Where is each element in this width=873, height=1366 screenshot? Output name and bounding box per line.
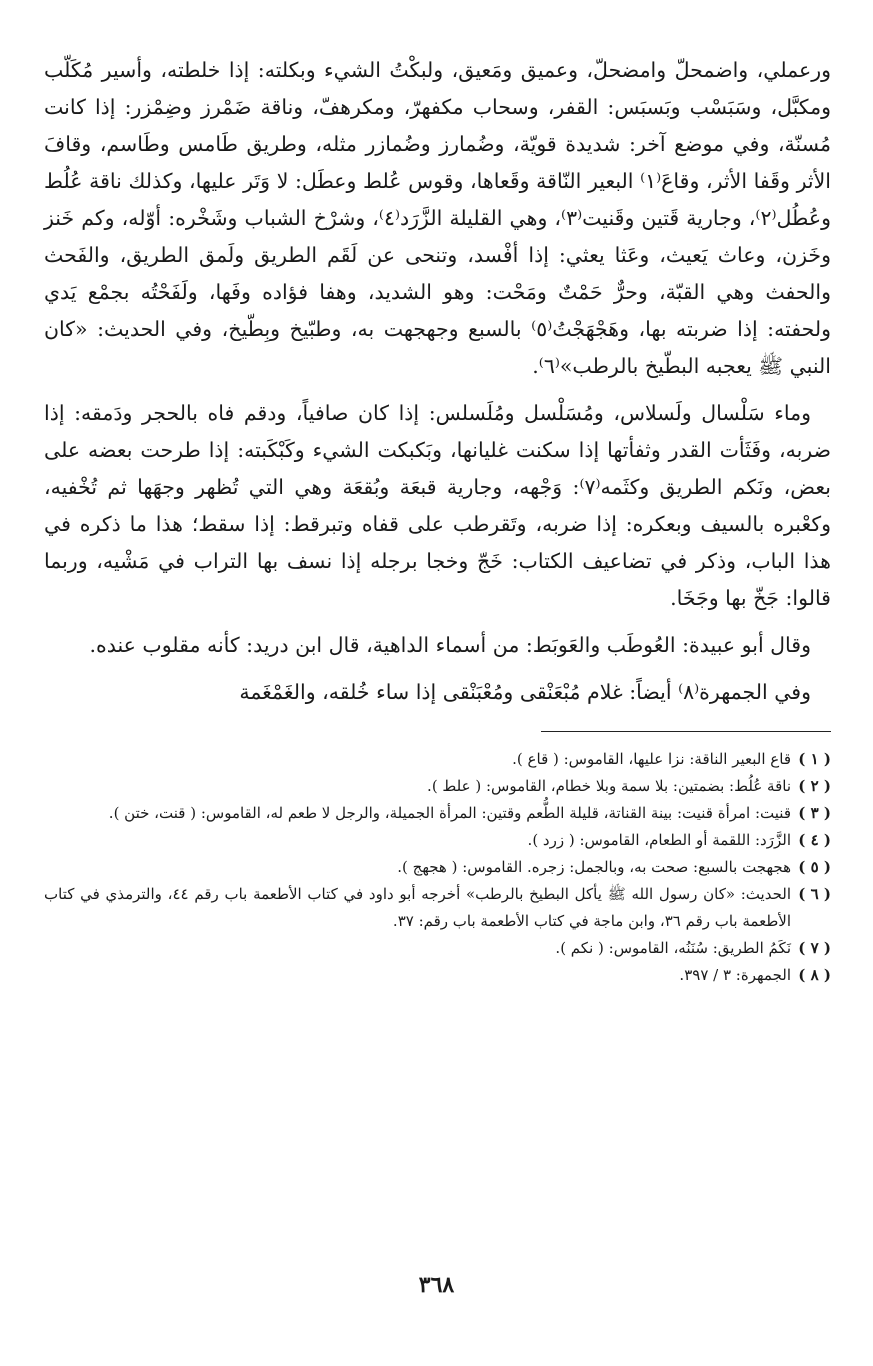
footnote-number: ( ٤ ) bbox=[798, 831, 831, 849]
footnote-text: الزَّرَد: اللقمة أو الطعام، القاموس: ( زرد ). bbox=[527, 831, 791, 849]
footnote-separator bbox=[541, 731, 831, 732]
footnote bbox=[44, 800, 831, 827]
page-number: ٣٦٨ bbox=[418, 1272, 455, 1298]
footnote-number: ( ٨ ) bbox=[798, 966, 831, 984]
main-text bbox=[44, 52, 831, 711]
footnote bbox=[44, 935, 831, 962]
footnotes bbox=[44, 746, 831, 989]
footnote bbox=[44, 881, 831, 935]
footnote-text: الحديث: «كان رسول الله ﷺ يأكل البطيخ بالرطب» أخرجه أبو داود في كتاب الأطعمة باب رقم ٤٤، والترمذي في كتاب الأطعمة باب رقم ٣٦، وابن ماجة في كتاب الأطعمة باب رقم: ٣٧. bbox=[44, 885, 791, 930]
footnote bbox=[44, 827, 831, 854]
paragraph: وفي الجمهرة⁽٨⁾ أيضاً: غلام مُبْعَنْقى ومُعْبَنْقى إذا ساء خُلقه، والغَمْغَمة bbox=[239, 680, 811, 704]
footnote-text: قاع البعير الناقة: نزا عليها، القاموس: ( قاع ). bbox=[512, 750, 791, 768]
footnote bbox=[44, 746, 831, 773]
footnote-number: ( ٦ ) bbox=[798, 885, 831, 903]
footnote-number: ( ٣ ) bbox=[798, 804, 831, 822]
paragraph: ورعملي، واضمحلّ وامضحلّ، وعميق ومَعيق، ولبكْتُ الشيء وبكلته: إذا خلطته، وأسير مُكَلّب ومكبَّل، وسَبَسْب وبَسبَس: القفر، وسحاب مكفهرّ، ومكرهفّ، وناقة ضَمْرز وضِمْزر: إذا كانت مُسنّة، وفي موضع آخر: شديدة قويّة، وضُمارز وضُمازر مثله، وطريق طَامس وطَاسم، وقافَ الأثر وقَفا الأثر، وقاعَ⁽١⁾ البعير النّاقة وقَعاها، وقوس عُلط وعطَل: لا وَتَر عليها، وكذلك ناقة عُلُط وعُطُل⁽٢⁾، وجارية قَتين وقَنيت⁽٣⁾، وهي القليلة الزَّرَد⁽٤⁾، وشرْخ الشباب وشَخْره: أوّله، وكم خَنز وخَزن، وعاث يَعيث، وعَثا يعثي: إذا أفْسد، وتنحى عن لَقَم الطريق ولَمق الطريق، والفَحث والحفث وهي القبّة، وحرٌّ حَمْتٌ ومَحْت: وهو الشديد، وهفا فؤاده وفَها، ولَفَحْتُه بجمْع يَدي ولحفته: إذا ضربته بها، وهَجْهَجْتُ⁽٥⁾ بالسبع وجهجهت به، وطبّيخ وبِطّيخ، وفي الحديث: «كان النبي ﷺ يعجبه البطّيخ بالرطب»⁽٦⁾. bbox=[44, 58, 831, 378]
footnote bbox=[44, 773, 831, 800]
footnote-text: قنيت: امرأة قنيت: بينة القناتة، قليلة الطُّعم وقتين: المرأة الجميلة، والرجل لا طعم له، القاموس: ( قنت، ختن ). bbox=[108, 804, 791, 822]
paragraph: وقال أبو عبيدة: العُوطَب والعَوبَط: من أسماء الداهية، قال ابن دريد: كأنه مقلوب عنده. bbox=[89, 633, 811, 657]
footnote-number: ( ٥ ) bbox=[798, 858, 831, 876]
footnote-text: ناقة عُلُط: بضمتين: بلا سمة وبلا خطام، القاموس: ( علط ). bbox=[427, 777, 791, 795]
footnote bbox=[44, 962, 831, 989]
footnote-text: هجهجت بالسبع: صحت به، وبالجمل: زجره. القاموس: ( هجهج ). bbox=[397, 858, 791, 876]
paragraph: وماء سَلْسال ولَسلاس، ومُسَلْسل ومُلَسلس: إذا كان صافياً، ودقم فاه بالحجر ودَمقه: إذا ضربه، وفَثَأت القدر وثفأتها إذا سكنت غليانها، وبَكبكت الشيء وكَبْكَبته: إذا طرحت بعضه على بعض، ونَكم الطريق وكثَمه⁽٧⁾: وَجْهه، وجارية قبعَة وبُقعَة وهي التي تُظهر وجهَها ثم تُخْفيه، وكعْبره بالسيف وبعكره: إذا ضربه، وتَقرطب على قفاه وتبرقط: إذا سقط؛ هذا ما ذكره في هذا الباب، وذكر في تضاعيف الكتاب: خَجّ وخجا برجله إذا نسف بها التراب في مَشْيه، وربما قالوا: جَخّ بها وجَخَا. bbox=[44, 401, 831, 610]
page bbox=[44, 52, 831, 989]
footnote-text: الجمهرة: ٣ / ٣٩٧. bbox=[679, 966, 791, 984]
footnote bbox=[44, 854, 831, 881]
footnote-text: نَكَمُ الطريق: سُنَنُه، القاموس: ( نكم ). bbox=[555, 939, 791, 957]
footnote-number: ( ٢ ) bbox=[798, 777, 831, 795]
footnote-number: ( ١ ) bbox=[798, 750, 831, 768]
footnote-number: ( ٧ ) bbox=[798, 939, 831, 957]
